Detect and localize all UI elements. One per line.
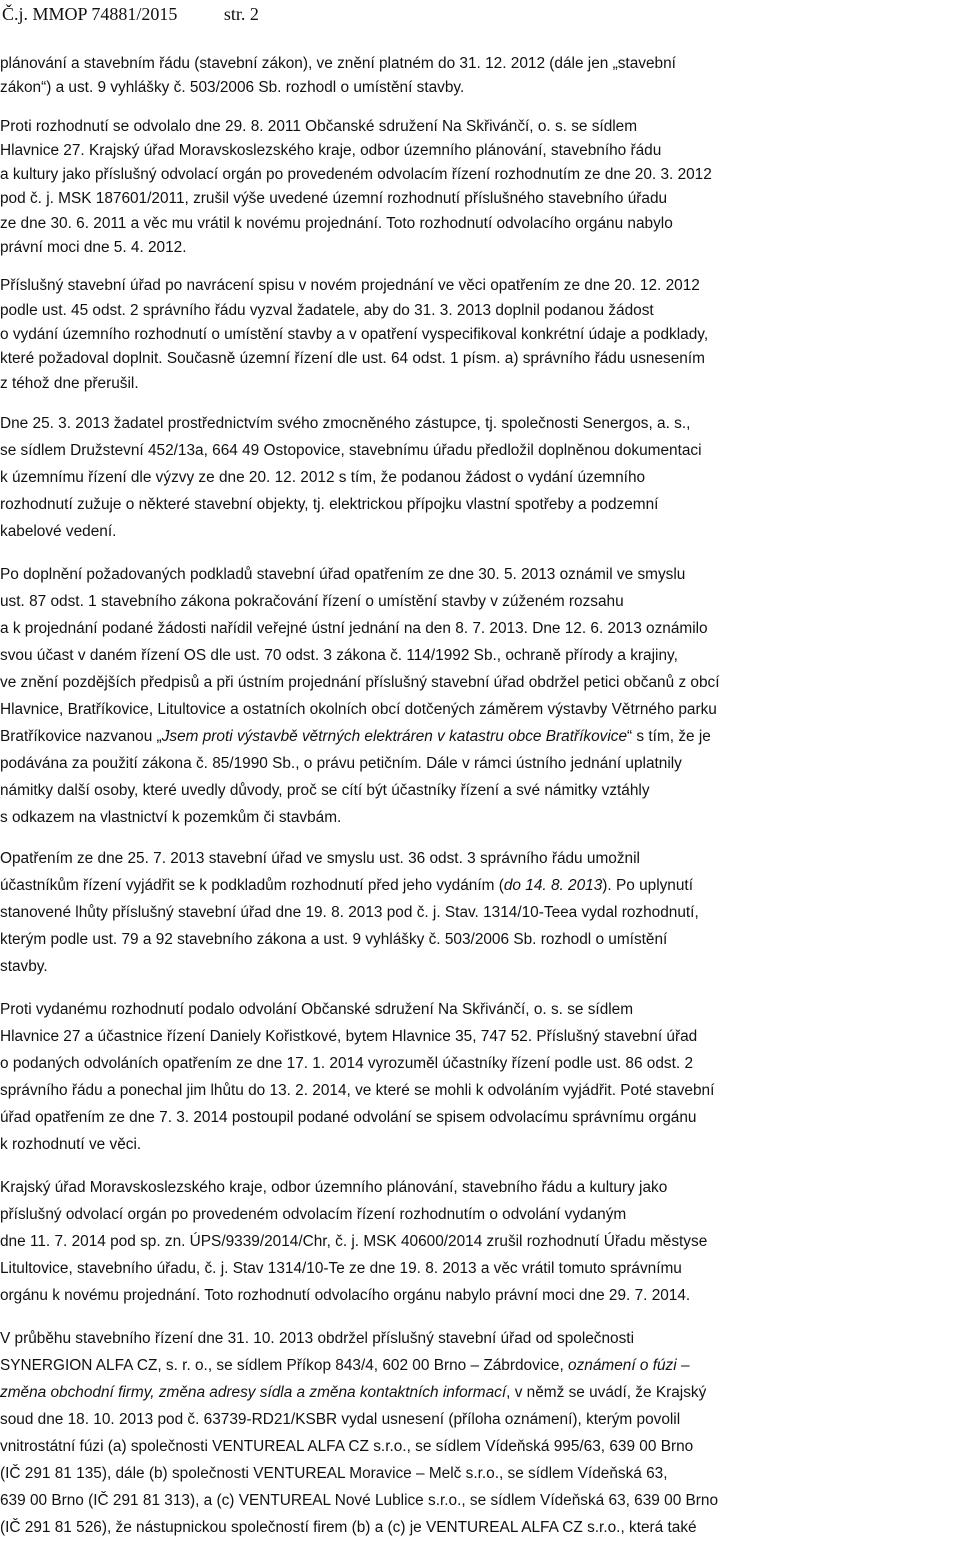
text-line xyxy=(0,1050,958,1077)
italic-text: oznámení o fúzi – xyxy=(568,1356,690,1374)
text-segment: pod č. j. MSK 187601/2011, zrušil výše uvedené územní rozhodnutí příslušného stavebního úřadu xyxy=(0,190,668,208)
text-line xyxy=(0,464,958,491)
paragraph xyxy=(0,561,958,831)
text-segment: stavby. xyxy=(0,957,48,975)
text-segment: Litultovice, stavebního úřadu, č. j. Stav 1314/10-Te ze dne 19. 8. 2013 a věc vrátil tomuto správnímu xyxy=(0,1259,682,1277)
text-line xyxy=(0,996,958,1023)
text-segment: námitky další osoby, které uvedly důvody, proč se cítí být účastníky řízení a své námitky vztáhly xyxy=(0,781,650,799)
text-segment: Proti vydanému rozhodnutí podalo odvolání Občanské sdružení Na Skřivánčí, o. s. se sídlem xyxy=(0,1000,634,1018)
text-segment: ust. 87 odst. 1 stavebního zákona pokračování řízení o umístění stavby v zúženém rozsahu xyxy=(0,592,624,610)
text-segment: orgánu k novému projednání. Toto rozhodnutí odvolacího orgánu nabylo právní moci dne 29. 7. 2014. xyxy=(0,1286,691,1304)
text-line xyxy=(0,1460,958,1487)
text-line xyxy=(0,437,958,464)
text-segment: právní moci dne 5. 4. 2012. xyxy=(0,239,187,257)
paragraph xyxy=(0,115,958,261)
text-segment: Dne 25. 3. 2013 žadatel prostřednictvím svého zmocněného zástupce, tj. společnosti Senergos, a. s., xyxy=(0,414,691,432)
text-segment: ve znění pozdějších předpisů a při ústním projednání příslušný stavební úřad obdržel petici občanů z obcí xyxy=(0,673,720,691)
text-segment: a kultury jako příslušný odvolací orgán po provedeném odvolacím řízení rozhodnutím ze dne 20. 3. 2012 xyxy=(0,166,712,184)
text-line xyxy=(0,1379,958,1406)
text-segment: rozhodnutí zužuje o některé stavební objekty, tj. elektrickou přípojku vlastní spotřeby a podzemní xyxy=(0,495,659,513)
text-line xyxy=(0,347,958,371)
text-line xyxy=(0,1255,958,1282)
text-segment: (IČ 291 81 135), dále (b) společnosti VENTUREAL Moravice – Melč s.r.o., se sídlem Vídeňská 63, xyxy=(0,1464,668,1482)
text-line xyxy=(0,723,958,750)
text-line xyxy=(0,899,958,926)
text-line xyxy=(0,274,958,298)
text-line xyxy=(0,953,958,980)
text-segment: a k projednání podané žádosti nařídil veřejné ústní jednání na den 8. 7. 2013. Dne 12. 6. 2013 oznámilo xyxy=(0,619,708,637)
text-segment: Proti rozhodnutí se odvolalo dne 29. 8. 2011 Občanské sdružení Na Skřivánčí, o. s. se sídlem xyxy=(0,117,638,135)
text-segment: správního řádu a ponechal jim lhůtu do 13. 2. 2014, ve které se mohli k odvoláním vyjádřit. Poté stavební xyxy=(0,1081,715,1099)
text-line xyxy=(0,561,958,588)
text-segment: příslušný odvolací orgán po provedeném odvolacím řízení rozhodnutím o odvolání vydaným xyxy=(0,1205,627,1223)
paragraph xyxy=(0,1325,958,1541)
text-line xyxy=(0,1077,958,1104)
text-segment: ). Po uplynutí xyxy=(602,876,693,894)
page-number: str. 2 xyxy=(223,4,259,24)
text-segment: podávána za použití zákona č. 85/1990 Sb., o právu petičním. Dále v rámci ústního jednání uplatnily xyxy=(0,754,682,772)
italic-text: Jsem proti výstavbě větrných elektráren v katastru obce Bratříkovice xyxy=(161,727,628,745)
text-line xyxy=(0,187,958,211)
text-line xyxy=(0,588,958,615)
text-line xyxy=(0,518,958,545)
text-segment: o podaných odvoláních opatřením ze dne 17. 1. 2014 vyrozuměl účastníky řízení podle ust. 86 odst. 2 xyxy=(0,1054,694,1072)
text-segment: kterým podle ust. 79 a 92 stavebního zákona a ust. 9 vyhlášky č. 503/2006 Sb. rozhodl o umístění xyxy=(0,930,668,948)
text-line xyxy=(0,1406,958,1433)
document-body xyxy=(0,52,958,1550)
document-reference: Č.j. MMOP 74881/2015 xyxy=(2,4,178,24)
text-segment: svou účast v daném řízení OS dle ust. 70 odst. 3 zákona č. 114/1992 Sb., ochraně přírody a krajiny, xyxy=(0,646,678,664)
text-segment: “ s tím, že je xyxy=(627,727,711,745)
text-line xyxy=(0,372,958,396)
text-line xyxy=(0,615,958,642)
text-line xyxy=(0,115,958,139)
text-segment: s odkazem na vlastnictví k pozemkům či stavbám. xyxy=(0,808,342,826)
text-segment: z téhož dne přerušil. xyxy=(0,374,139,392)
paragraph xyxy=(0,1174,958,1309)
paragraph xyxy=(0,52,958,101)
text-line xyxy=(0,52,958,76)
text-segment: soud dne 18. 10. 2013 pod č. 63739-RD21/KSBR vydal usnesení (příloha oznámení), kterým povolil xyxy=(0,1410,681,1428)
text-segment: Hlavnice, Bratříkovice, Litultovice a ostatních okolních obcí dotčených záměrem výstavby Větrného parku xyxy=(0,700,717,718)
text-segment: se sídlem Družstevní 452/13a, 664 49 Ostopovice, stavebnímu úřadu předložil doplněnou dokumentaci xyxy=(0,441,702,459)
text-line xyxy=(0,491,958,518)
text-line xyxy=(0,1174,958,1201)
text-line xyxy=(0,669,958,696)
text-segment: vnitrostátní fúzi (a) společnosti VENTUREAL ALFA CZ s.r.o., se sídlem Vídeňská 995/63, 639 00 Brno xyxy=(0,1437,694,1455)
text-segment: , v němž se uvádí, že Krajský xyxy=(506,1383,707,1401)
text-line xyxy=(0,299,958,323)
text-line xyxy=(0,1325,958,1352)
text-segment: stanovené lhůty příslušný stavební úřad dne 19. 8. 2013 pod č. j. Stav. 1314/10-Teea vydal rozhodnutí, xyxy=(0,903,699,921)
text-line xyxy=(0,1104,958,1131)
text-segment: dne 11. 7. 2014 pod sp. zn. ÚPS/9339/2014/Chr, č. j. MSK 40600/2014 zrušil rozhodnutí Úřadu městyse xyxy=(0,1232,708,1250)
italic-text: do 14. 8. 2013 xyxy=(503,876,603,894)
text-segment: Krajský úřad Moravskoslezského kraje, odbor územního plánování, stavebního řádu a kultury jako xyxy=(0,1178,668,1196)
text-line xyxy=(0,1514,958,1541)
text-segment: ze dne 30. 6. 2011 a věc mu vrátil k novému projednání. Toto rozhodnutí odvolacího orgánu nabylo xyxy=(0,214,673,232)
text-segment: Opatřením ze dne 25. 7. 2013 stavební úřad ve smyslu ust. 36 odst. 3 správního řádu umožnil xyxy=(0,849,640,867)
text-segment: účastníkům řízení vyjádřit se k podkladům rozhodnutí před jeho vydáním ( xyxy=(0,876,504,894)
text-line xyxy=(0,1201,958,1228)
text-segment: podle ust. 45 odst. 2 správního řádu vyzval žadatele, aby do 31. 3. 2013 doplnil podanou žádost xyxy=(0,301,654,319)
text-line xyxy=(0,845,958,872)
text-line xyxy=(0,76,958,100)
text-segment: kabelové vedení. xyxy=(0,522,117,540)
italic-text: změna obchodní firmy, změna adresy sídla a změna kontaktních informací xyxy=(0,1383,507,1401)
text-line xyxy=(0,642,958,669)
text-segment: Bratříkovice nazvanou „ xyxy=(0,727,162,745)
text-line xyxy=(0,236,958,260)
paragraph xyxy=(0,410,958,545)
text-line xyxy=(0,1282,958,1309)
paragraph xyxy=(0,274,958,395)
text-segment: SYNERGION ALFA CZ, s. r. o., se sídlem Příkop 843/4, 602 00 Brno – Zábrdovice, xyxy=(0,1356,569,1374)
text-line xyxy=(0,804,958,831)
text-line xyxy=(0,1352,958,1379)
text-line xyxy=(0,323,958,347)
paragraph xyxy=(0,845,958,980)
text-segment: Příslušný stavební úřad po navrácení spisu v novém projednání ve věci opatřením ze dne 20. 12. 2012 xyxy=(0,277,700,295)
text-line xyxy=(0,777,958,804)
text-line xyxy=(0,1228,958,1255)
text-line xyxy=(0,1433,958,1460)
text-segment: které požadoval doplnit. Současně územní řízení dle ust. 64 odst. 1 písm. a) správního řádu usnesením xyxy=(0,350,705,368)
text-line xyxy=(0,926,958,953)
text-segment: plánování a stavebním řádu (stavební zákon), ve znění platném do 31. 12. 2012 (dále jen „stavební xyxy=(0,55,676,72)
text-line xyxy=(0,410,958,437)
text-segment: k rozhodnutí ve věci. xyxy=(0,1135,142,1153)
text-line xyxy=(0,696,958,723)
text-segment: V průběhu stavebního řízení dne 31. 10. 2013 obdržel příslušný stavební úřad od společnosti xyxy=(0,1329,634,1347)
text-segment: Hlavnice 27. Krajský úřad Moravskoslezského kraje, odbor územního plánování, stavebního řádu xyxy=(0,141,662,159)
text-segment: k územnímu řízení dle výzvy ze dne 20. 12. 2012 s tím, že podanou žádost o vydání územního xyxy=(0,468,646,486)
text-segment: o vydání územního rozhodnutí o umístění stavby a v opatření vyspecifikoval konkrétní údaje a podklady, xyxy=(0,325,709,343)
text-segment: 639 00 Brno (IČ 291 81 313), a (c) VENTUREAL Nové Lublice s.r.o., se sídlem Vídeňská 63, 639 00 Brno xyxy=(0,1491,719,1509)
text-segment: Po doplnění požadovaných podkladů stavební úřad opatřením ze dne 30. 5. 2013 oznámil ve smyslu xyxy=(0,565,686,583)
text-line xyxy=(0,1487,958,1514)
text-line xyxy=(0,212,958,236)
text-line xyxy=(0,750,958,777)
page-header xyxy=(2,2,259,26)
text-segment: (IČ 291 81 526), že nástupnickou společností firem (b) a (c) je VENTUREAL ALFA CZ s.r.o., která také xyxy=(0,1518,697,1536)
text-line xyxy=(0,872,958,899)
text-segment: Hlavnice 27 a účastnice řízení Daniely Kořistkové, bytem Hlavnice 35, 747 52. Příslušný stavební úřad xyxy=(0,1027,698,1045)
text-line xyxy=(0,139,958,163)
text-line xyxy=(0,163,958,187)
paragraph xyxy=(0,996,958,1158)
text-segment: úřad opatřením ze dne 7. 3. 2014 postoupil podané odvolání se spisem odvolacímu správnímu orgánu xyxy=(0,1108,697,1126)
text-line xyxy=(0,1023,958,1050)
text-line xyxy=(0,1131,958,1158)
text-segment: zákon“) a ust. 9 vyhlášky č. 503/2006 Sb. rozhodl o umístění stavby. xyxy=(0,79,465,97)
